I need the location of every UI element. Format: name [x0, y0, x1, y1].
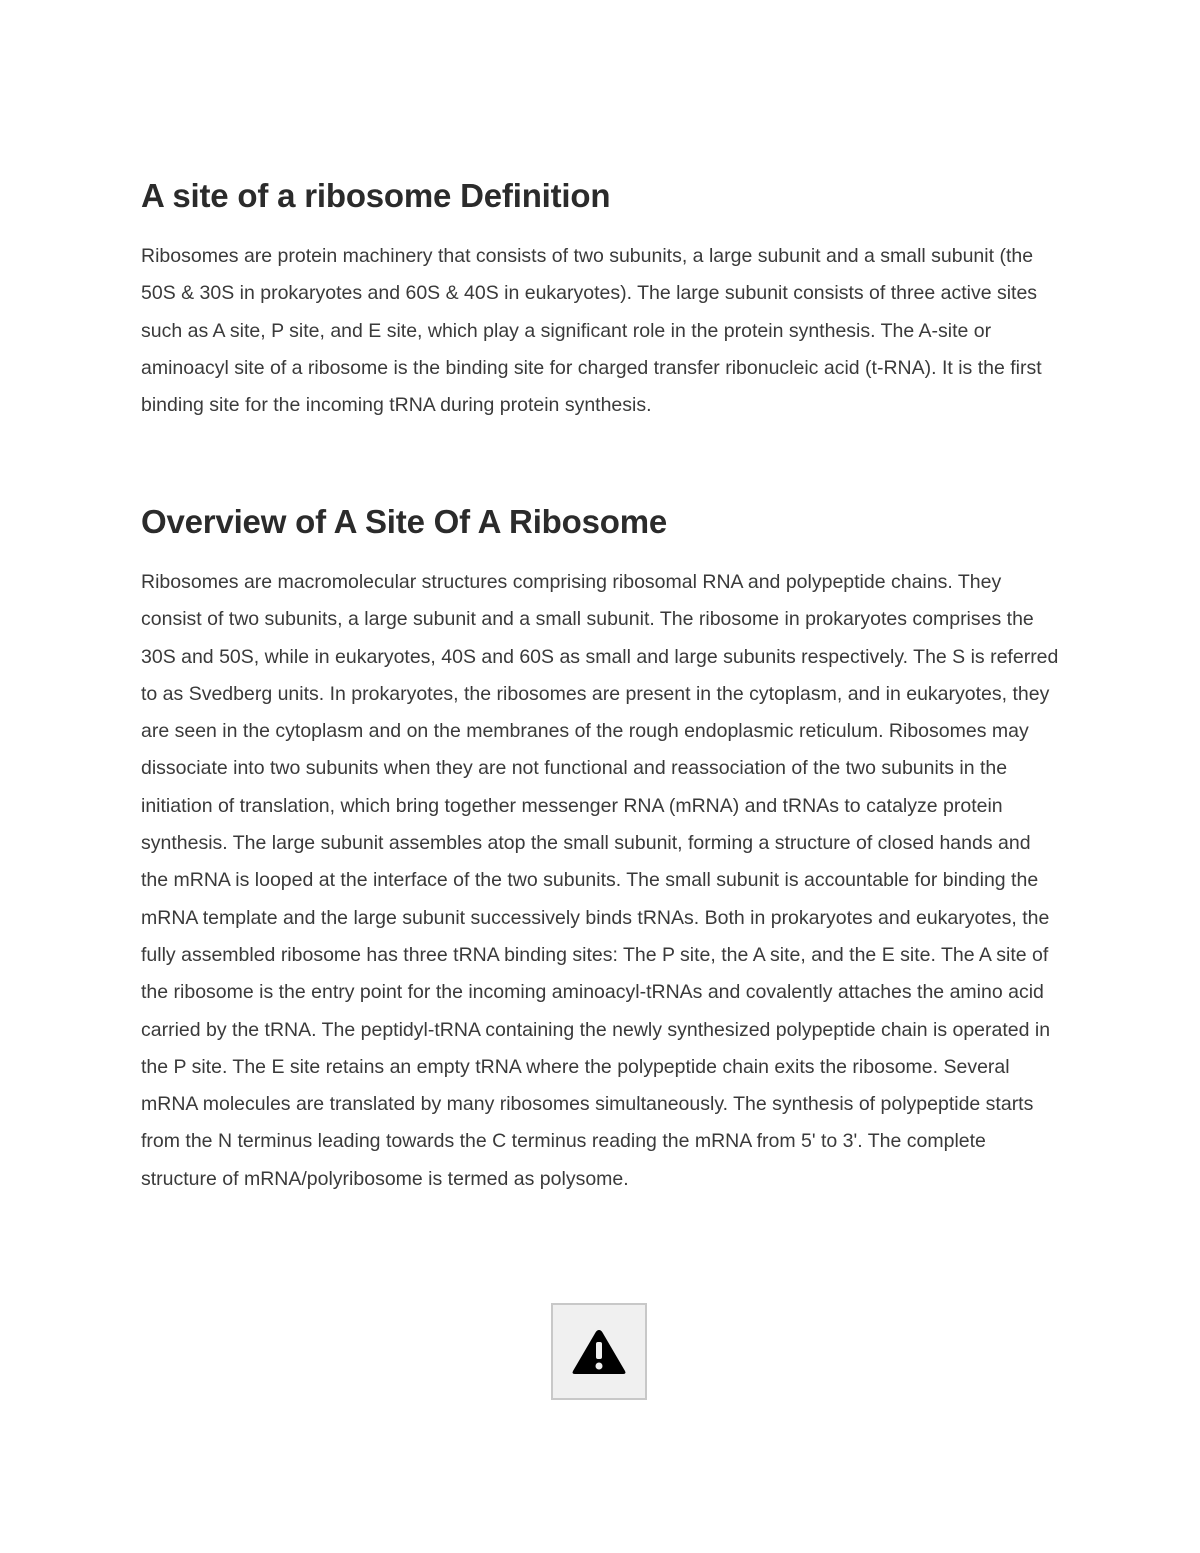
section-heading-overview: Overview of A Site Of A Ribosome — [141, 503, 667, 540]
warning-icon — [570, 1327, 628, 1377]
section-heading-definition: A site of a ribosome Definition — [141, 177, 611, 214]
broken-image-placeholder — [551, 1303, 647, 1400]
section-paragraph-definition: Ribosomes are protein machinery that consists of two subunits, a large subunit and a small subunit (the 50S & 30S in prokaryotes and 60S & 40S in eukaryotes). The large subunit consists of three active sites such as A site, P site, and E site, which play a significant role in the protein synthesis. The A-site or aminoacyl site of a ribosome is the binding site for charged transfer ribonucleic acid (t-RNA). It is the first binding site for the incoming tRNA during protein synthesis. — [141, 245, 1042, 417]
section-paragraph-overview: Ribosomes are macromolecular structures comprising ribosomal RNA and polypeptide chains. They consist of two subunits, a large subunit and a small subunit. The ribosome in prokaryotes comprises the 30S and 50S, while in eukaryotes, 40S and 60S as small and large subunits respectively. The S is referred to as Svedberg units. In prokaryotes, the ribosomes are present in the cytoplasm, and in eukaryotes, they are seen in the cytoplasm and on the membranes of the rough endoplasmic reticulum. Ribosomes may dissociate into two subunits when they are not functional and reassociation of the two subunits in the initiation of translation, which bring together messenger RNA (mRNA) and tRNAs to catalyze protein synthesis. The large subunit assembles atop the small subunit, forming a structure of closed hands and the mRNA is looped at the interface of the two subunits. The small subunit is accountable for binding the mRNA template and the large subunit successively binds tRNAs. Both in prokaryotes and eukaryotes, the fully assembled ribosome has three tRNA binding sites: The P site, the A site, and the E site. The A site of the ribosome is the entry point for the incoming aminoacyl-tRNAs and covalently attaches the amino acid carried by the tRNA. The peptidyl-tRNA containing the newly synthesized polypeptide chain is operated in the P site. The E site retains an empty tRNA where the polypeptide chain exits the ribosome. Several mRNA molecules are translated by many ribosomes simultaneously. The synthesis of polypeptide starts from the N terminus leading towards the C terminus reading the mRNA from 5' to 3'. The complete structure of mRNA/polyribosome is termed as polysome. — [141, 571, 1059, 1190]
